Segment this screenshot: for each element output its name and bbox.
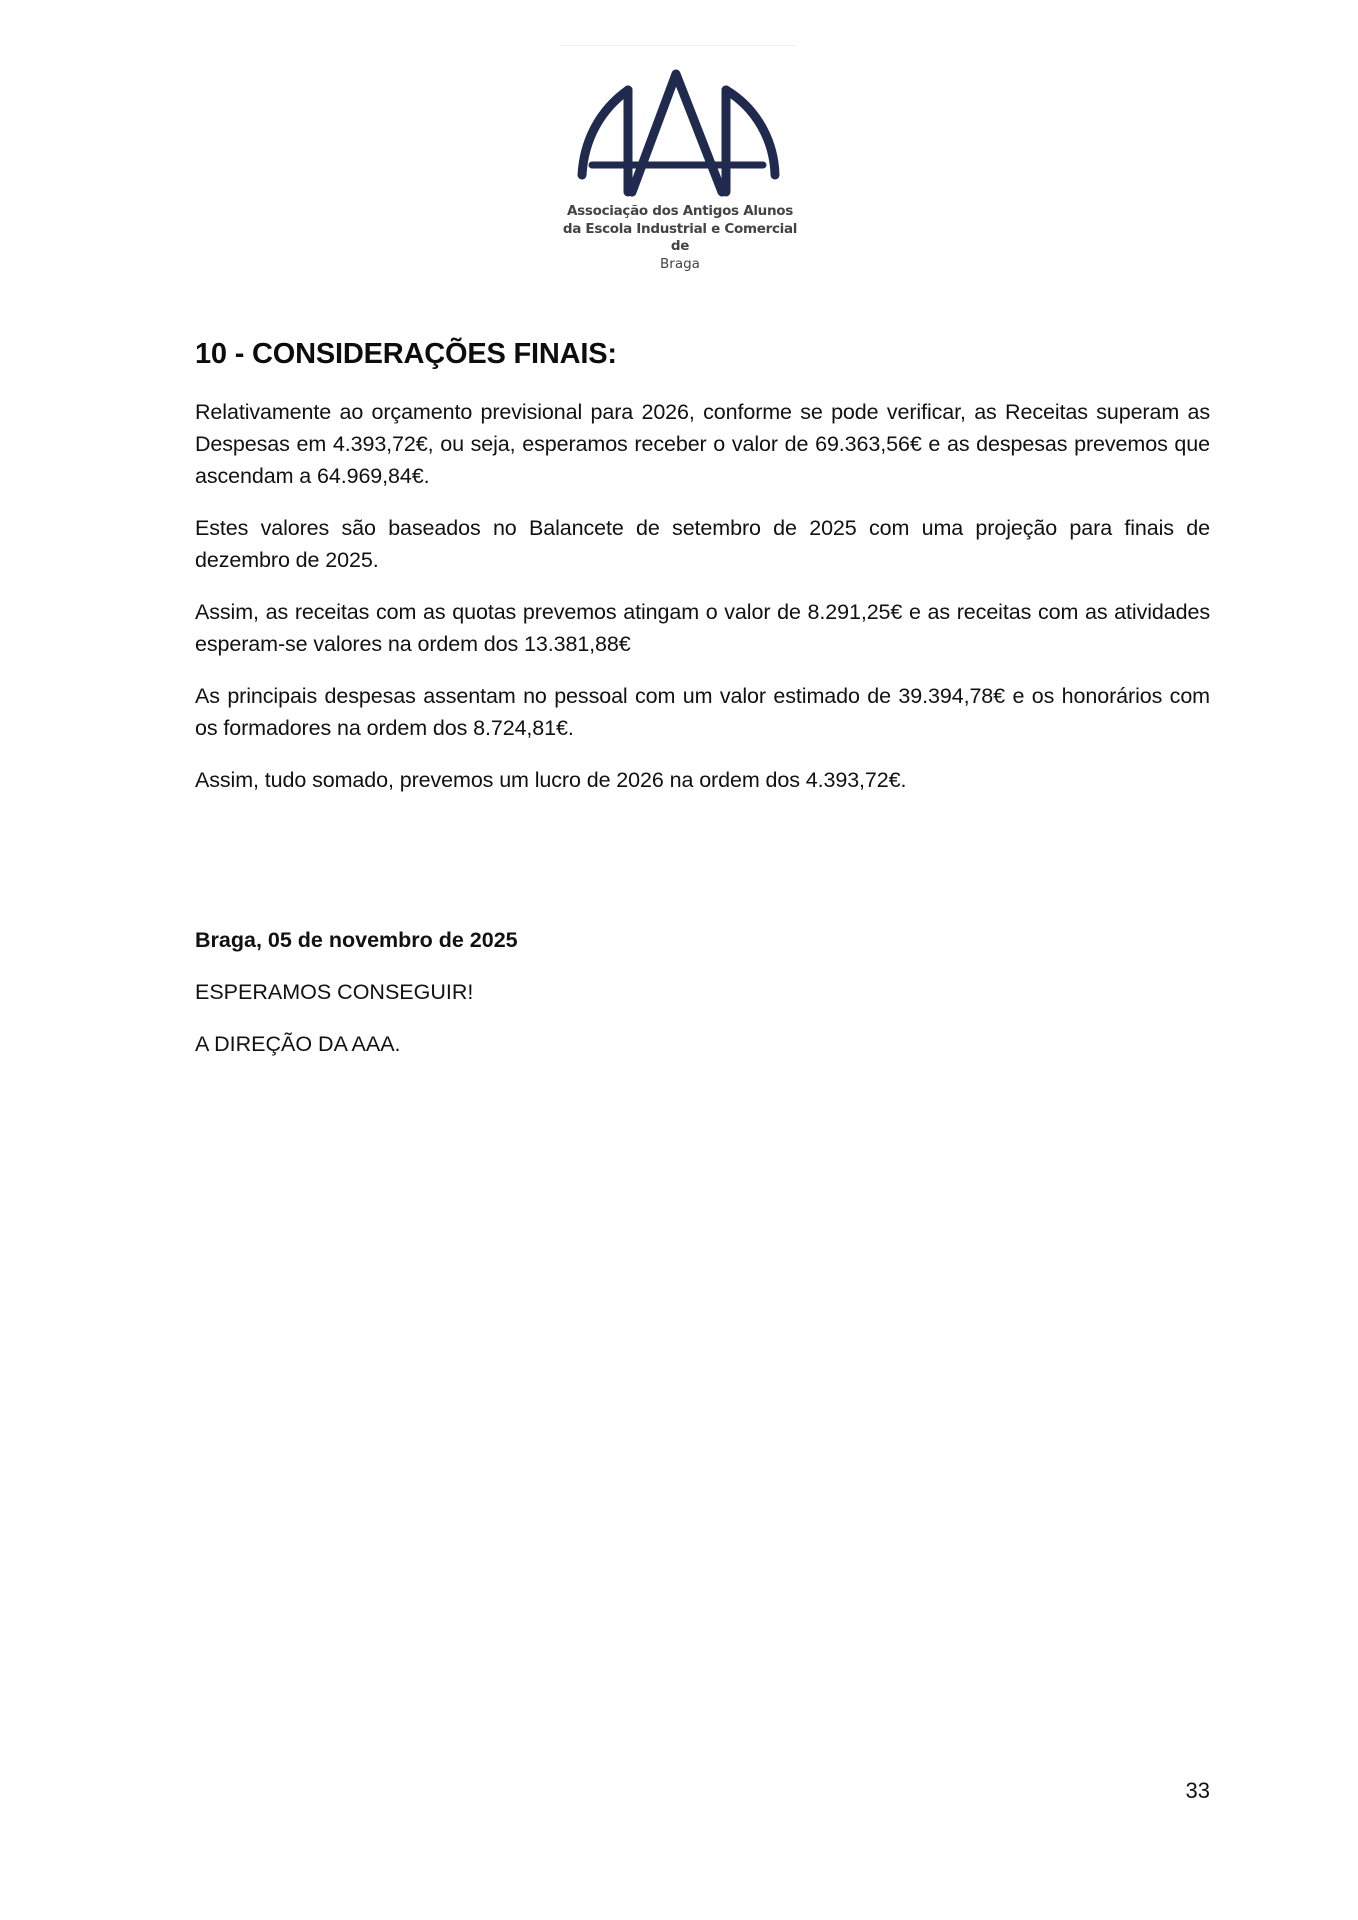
section-body: [195, 396, 1210, 816]
paragraph: Assim, tudo somado, prevemos um lucro de 2026 na ordem dos 4.393,72€.: [195, 768, 907, 792]
paragraph: Assim, as receitas com as quotas prevemos atingam o valor de 8.291,25€ e as receitas com as atividades esperam-se valores na ordem dos 13.381,88€: [195, 600, 1210, 656]
logo-caption: [540, 203, 820, 273]
signoff-block: [195, 924, 895, 1080]
place-date: Braga, 05 de novembro de 2025: [195, 928, 518, 952]
logo-center-a: [632, 74, 722, 192]
aaa-monogram-icon: [560, 60, 800, 205]
logo-caption-line: Associação dos Antigos Alunos: [566, 203, 793, 219]
signature: A DIREÇÃO DA AAA.: [195, 1032, 401, 1056]
aaa-logo: [560, 60, 800, 205]
motto: ESPERAMOS CONSEGUIR!: [195, 980, 474, 1004]
section-title: 10 - CONSIDERAÇÕES FINAIS:: [195, 338, 617, 370]
logo-caption-line: Braga: [660, 255, 700, 272]
paragraph: Estes valores são baseados no Balancete de setembro de 2025 com uma projeção para finais de dezembro de 2025.: [195, 516, 1210, 572]
logo-caption-line: de: [670, 238, 690, 254]
paragraph: As principais despesas assentam no pessoal com um valor estimado de 39.394,78€ e os honorários com os formadores na ordem dos 8.724,81€.: [195, 684, 1210, 740]
paragraph: Relativamente ao orçamento previsional para 2026, conforme se pode verificar, as Receitas superam as Despesas em 4.393,72€, ou seja, esperamos receber o valor de 69.363,56€ e as despesas prevemos que ascendam a 64.969,84€.: [195, 400, 1210, 488]
header-divider: [560, 45, 796, 46]
page-number: 33: [1185, 1778, 1210, 1803]
logo-caption-line: da Escola Industrial e Comercial: [562, 220, 798, 237]
